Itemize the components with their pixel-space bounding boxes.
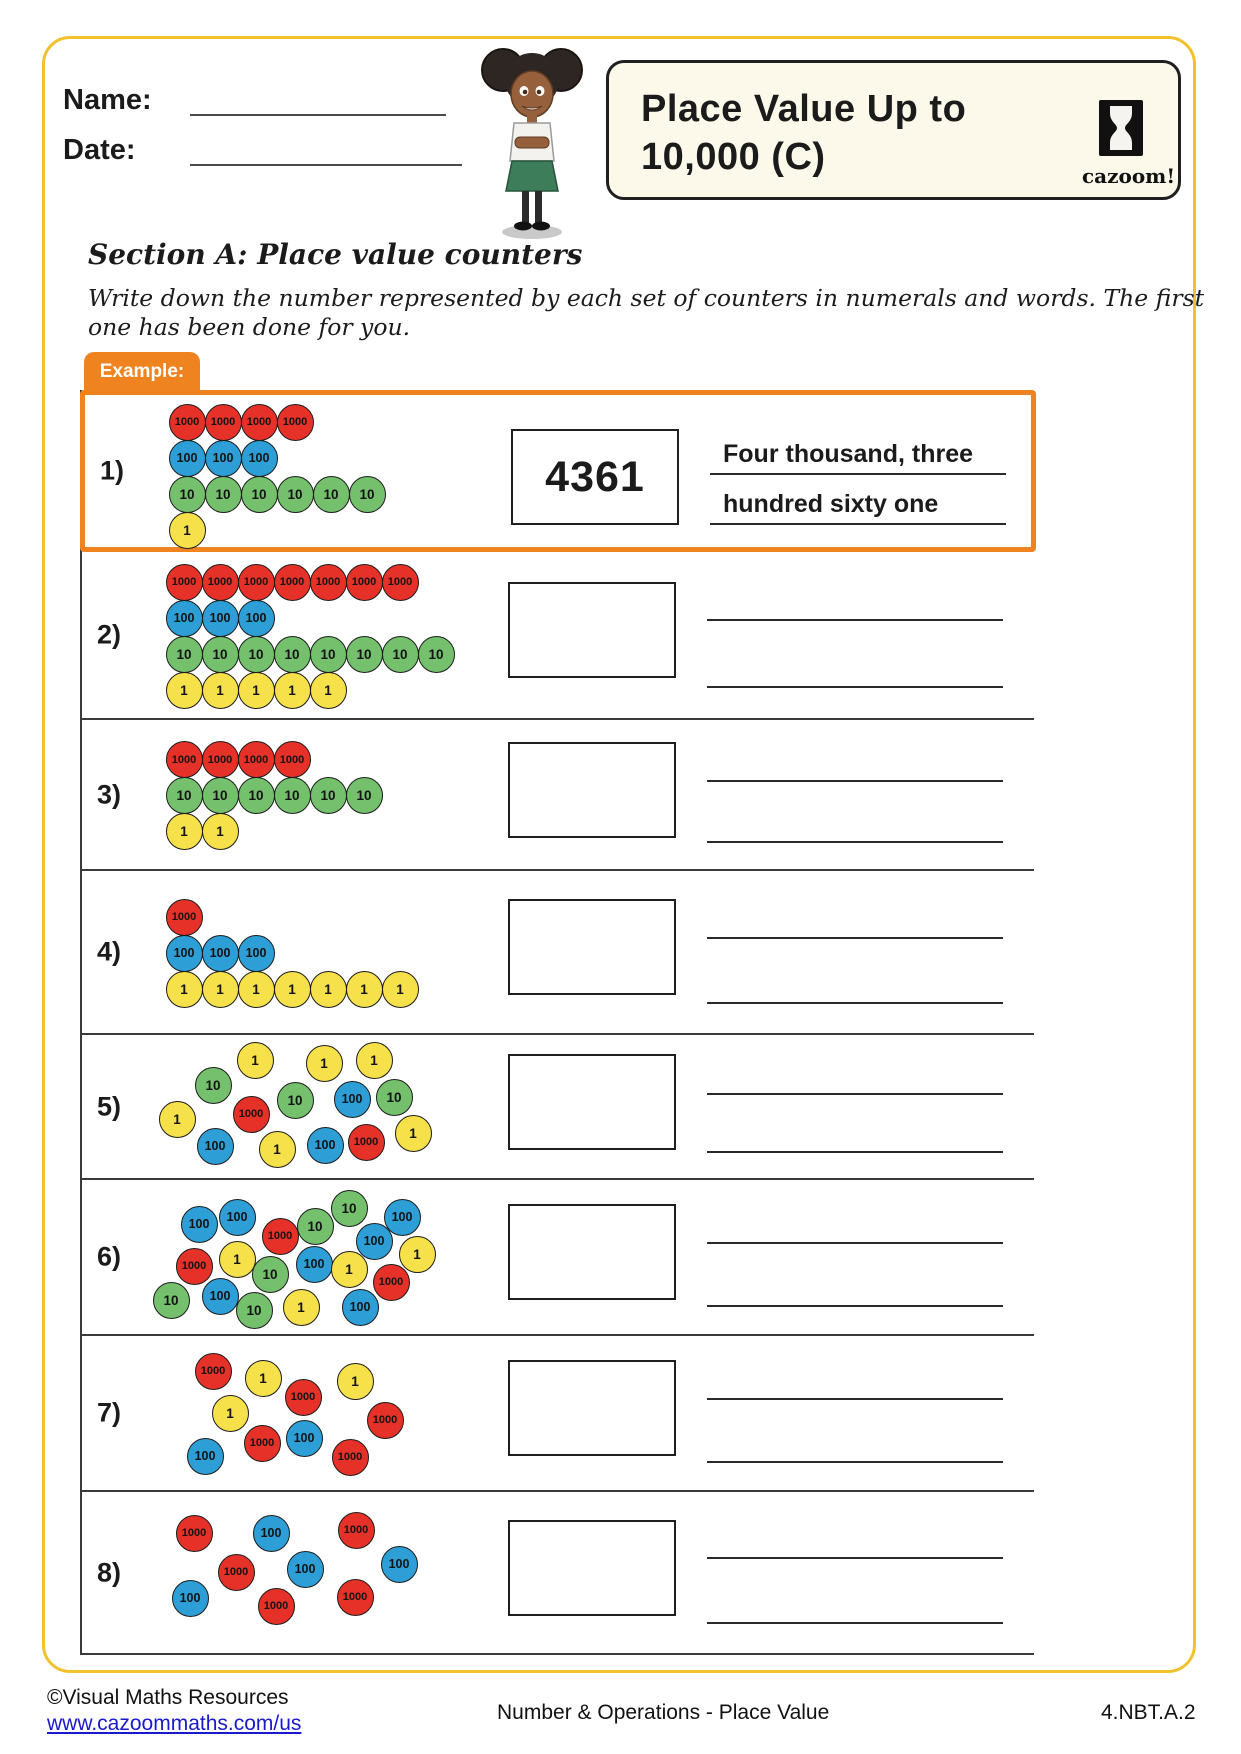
counter-1000: 1000 xyxy=(241,404,278,441)
counter-1: 1 xyxy=(202,672,239,709)
counter-10: 10 xyxy=(346,636,383,673)
answer-words-line-2[interactable] xyxy=(707,1002,1003,1004)
counter-1000: 1000 xyxy=(310,564,347,601)
footer-url[interactable]: www.cazoommaths.com/us xyxy=(47,1712,302,1735)
answer-value: 4361 xyxy=(545,452,645,501)
question-number: 4) xyxy=(97,936,122,967)
counter-100: 100 xyxy=(172,1580,209,1617)
counter-1000: 1000 xyxy=(169,404,206,441)
counter-1: 1 xyxy=(274,971,311,1008)
question-row xyxy=(82,552,1034,720)
counter-1000: 1000 xyxy=(238,564,275,601)
counter-1000: 1000 xyxy=(285,1379,322,1416)
answer-words-line-1[interactable] xyxy=(707,937,1003,939)
date-line[interactable] xyxy=(190,140,462,166)
counter-10: 10 xyxy=(238,777,275,814)
question-number: 5) xyxy=(97,1091,122,1121)
questions-table xyxy=(80,390,1032,1655)
answer-words-line-2[interactable] xyxy=(710,523,1006,525)
counter-1000: 1000 xyxy=(338,1512,375,1549)
counter-10: 10 xyxy=(238,636,275,673)
counter-100: 100 xyxy=(342,1289,379,1326)
counter-1: 1 xyxy=(259,1131,296,1168)
counter-10: 10 xyxy=(331,1190,368,1227)
counter-1000: 1000 xyxy=(348,1124,385,1161)
counter-10: 10 xyxy=(202,636,239,673)
counter-100: 100 xyxy=(205,440,242,477)
counter-100: 100 xyxy=(187,1438,224,1475)
counter-1: 1 xyxy=(238,971,275,1008)
counter-1: 1 xyxy=(399,1236,436,1273)
counter-1000: 1000 xyxy=(238,741,275,778)
counter-100: 100 xyxy=(238,935,275,972)
counter-10: 10 xyxy=(297,1208,334,1245)
name-line[interactable] xyxy=(190,90,446,116)
answer-words-line-2[interactable] xyxy=(707,686,1003,688)
answer-box[interactable] xyxy=(508,582,676,678)
counter-100: 100 xyxy=(238,600,275,637)
footer-copyright: ©Visual Maths Resources xyxy=(47,1686,289,1709)
counter-10: 10 xyxy=(241,476,278,513)
counter-100: 100 xyxy=(219,1199,256,1236)
instructions-line2: one has been done for you. xyxy=(88,313,411,341)
answer-words-line-1[interactable] xyxy=(707,1093,1003,1095)
counter-1: 1 xyxy=(306,1045,343,1082)
answer-words-line-2[interactable] xyxy=(707,841,1003,843)
counter-10: 10 xyxy=(349,476,386,513)
counter-100: 100 xyxy=(166,600,203,637)
counter-100: 100 xyxy=(307,1127,344,1164)
answer-box[interactable] xyxy=(508,742,676,838)
answer-words-line-2[interactable] xyxy=(707,1461,1003,1463)
footer-center-text: Number & Operations - Place Value xyxy=(497,1701,830,1724)
counter-1: 1 xyxy=(274,672,311,709)
counter-1000: 1000 xyxy=(195,1353,232,1390)
answer-box[interactable] xyxy=(508,1054,676,1150)
counter-1: 1 xyxy=(356,1042,393,1079)
counter-10: 10 xyxy=(202,777,239,814)
answer-words-text-1: Four thousand, three xyxy=(723,440,973,468)
counter-100: 100 xyxy=(202,600,239,637)
instructions-line1: Write down the number represented by each set of counters in numerals and words. The first xyxy=(88,284,1205,312)
counter-10: 10 xyxy=(277,1082,314,1119)
counter-100: 100 xyxy=(202,935,239,972)
answer-words-line-1[interactable] xyxy=(707,1557,1003,1559)
worksheet-title-line1: Place Value Up to xyxy=(641,88,967,130)
counter-100: 100 xyxy=(286,1420,323,1457)
counter-1000: 1000 xyxy=(218,1554,255,1591)
answer-box[interactable] xyxy=(508,1204,676,1300)
counter-1: 1 xyxy=(337,1363,374,1400)
counter-100: 100 xyxy=(181,1206,218,1243)
title-box xyxy=(606,60,1181,200)
counter-10: 10 xyxy=(274,777,311,814)
answer-words-line-1[interactable] xyxy=(707,780,1003,782)
question-row xyxy=(82,1492,1034,1655)
counter-10: 10 xyxy=(169,476,206,513)
footer-standard-code: 4.NBT.A.2 xyxy=(1101,1701,1196,1724)
counter-10: 10 xyxy=(310,636,347,673)
section-heading: Section A: Place value counters xyxy=(88,238,583,271)
counter-10: 10 xyxy=(346,777,383,814)
counter-100: 100 xyxy=(356,1223,393,1260)
counter-10: 10 xyxy=(313,476,350,513)
counter-1000: 1000 xyxy=(262,1218,299,1255)
name-label: Name: xyxy=(63,84,152,116)
question-number: 8) xyxy=(97,1557,122,1587)
counter-10: 10 xyxy=(310,777,347,814)
answer-box[interactable] xyxy=(508,1360,676,1456)
question-row xyxy=(82,1336,1034,1492)
answer-box[interactable] xyxy=(508,1520,676,1616)
counter-1: 1 xyxy=(346,971,383,1008)
counter-100: 100 xyxy=(166,935,203,972)
cazoom-logo-text: cazoom! xyxy=(1082,164,1176,188)
counter-1: 1 xyxy=(212,1395,249,1432)
counter-1000: 1000 xyxy=(346,564,383,601)
counter-1000: 1000 xyxy=(205,404,242,441)
counter-1: 1 xyxy=(166,672,203,709)
answer-words-line-2[interactable] xyxy=(707,1305,1003,1307)
counter-1: 1 xyxy=(169,512,206,549)
counter-1000: 1000 xyxy=(367,1402,404,1439)
question-number: 7) xyxy=(97,1397,122,1428)
counter-10: 10 xyxy=(382,636,419,673)
counter-1000: 1000 xyxy=(274,741,311,778)
question-row xyxy=(82,871,1034,1035)
counter-1: 1 xyxy=(238,672,275,709)
counter-1: 1 xyxy=(237,1042,274,1079)
counter-1000: 1000 xyxy=(202,741,239,778)
counter-1000: 1000 xyxy=(166,564,203,601)
counter-100: 100 xyxy=(202,1278,239,1315)
counter-1: 1 xyxy=(310,672,347,709)
counter-1: 1 xyxy=(159,1101,196,1138)
counter-1: 1 xyxy=(166,971,203,1008)
answer-words-line-1[interactable] xyxy=(710,473,1006,475)
example-tab: Example: xyxy=(84,352,200,394)
counter-10: 10 xyxy=(195,1067,232,1104)
worksheet-title-line2: 10,000 (C) xyxy=(641,136,826,178)
counter-1000: 1000 xyxy=(277,404,314,441)
counter-100: 100 xyxy=(334,1081,371,1118)
counter-1: 1 xyxy=(166,813,203,850)
student-illustration xyxy=(468,46,596,247)
counter-1000: 1000 xyxy=(176,1248,213,1285)
counter-1000: 1000 xyxy=(373,1264,410,1301)
counter-10: 10 xyxy=(274,636,311,673)
worksheet-title xyxy=(641,85,966,181)
counter-1000: 1000 xyxy=(233,1096,270,1133)
counter-1: 1 xyxy=(202,813,239,850)
counter-100: 100 xyxy=(384,1199,421,1236)
counter-1000: 1000 xyxy=(337,1579,374,1616)
counter-10: 10 xyxy=(277,476,314,513)
date-label: Date: xyxy=(63,134,136,166)
counter-100: 100 xyxy=(197,1128,234,1165)
counter-1: 1 xyxy=(382,971,419,1008)
counter-100: 100 xyxy=(296,1246,333,1283)
counter-1000: 1000 xyxy=(166,899,203,936)
counter-1000: 1000 xyxy=(258,1588,295,1625)
counter-1: 1 xyxy=(310,971,347,1008)
counter-1: 1 xyxy=(219,1241,256,1278)
counter-1: 1 xyxy=(202,971,239,1008)
counter-100: 100 xyxy=(287,1551,324,1588)
counter-1: 1 xyxy=(245,1360,282,1397)
answer-words-line-1[interactable] xyxy=(707,1398,1003,1400)
cazoom-logo xyxy=(1082,99,1176,188)
counter-10: 10 xyxy=(236,1292,273,1329)
counter-1: 1 xyxy=(331,1251,368,1288)
counter-10: 10 xyxy=(376,1079,413,1116)
counter-1000: 1000 xyxy=(332,1439,369,1476)
answer-words-line-1[interactable] xyxy=(707,1242,1003,1244)
counter-1: 1 xyxy=(395,1115,432,1152)
question-row xyxy=(82,1180,1034,1336)
counter-1: 1 xyxy=(283,1289,320,1326)
answer-box[interactable] xyxy=(508,899,676,995)
counter-1000: 1000 xyxy=(176,1515,213,1552)
answer-words-line-2[interactable] xyxy=(707,1622,1003,1624)
counter-10: 10 xyxy=(252,1256,289,1293)
counter-10: 10 xyxy=(166,636,203,673)
answer-box[interactable] xyxy=(511,429,679,525)
counter-1000: 1000 xyxy=(244,1425,281,1462)
counter-10: 10 xyxy=(153,1282,190,1319)
cazoom-logo-icon xyxy=(1098,99,1144,157)
question-number: 1) xyxy=(100,455,125,486)
counter-100: 100 xyxy=(241,440,278,477)
counter-100: 100 xyxy=(253,1515,290,1552)
question-row xyxy=(80,390,1036,552)
answer-words-text-2: hundred sixty one xyxy=(723,490,939,518)
question-number: 2) xyxy=(97,619,122,650)
counter-1000: 1000 xyxy=(166,741,203,778)
counter-1000: 1000 xyxy=(382,564,419,601)
counter-1000: 1000 xyxy=(274,564,311,601)
question-number: 3) xyxy=(97,779,122,809)
counter-10: 10 xyxy=(418,636,455,673)
question-row xyxy=(82,720,1034,871)
counter-100: 100 xyxy=(381,1546,418,1583)
counter-100: 100 xyxy=(169,440,206,477)
counter-10: 10 xyxy=(205,476,242,513)
question-number: 6) xyxy=(97,1241,122,1272)
counter-10: 10 xyxy=(166,777,203,814)
counter-1000: 1000 xyxy=(202,564,239,601)
answer-words-line-1[interactable] xyxy=(707,619,1003,621)
question-row xyxy=(82,1035,1034,1180)
answer-words-line-2[interactable] xyxy=(707,1151,1003,1153)
